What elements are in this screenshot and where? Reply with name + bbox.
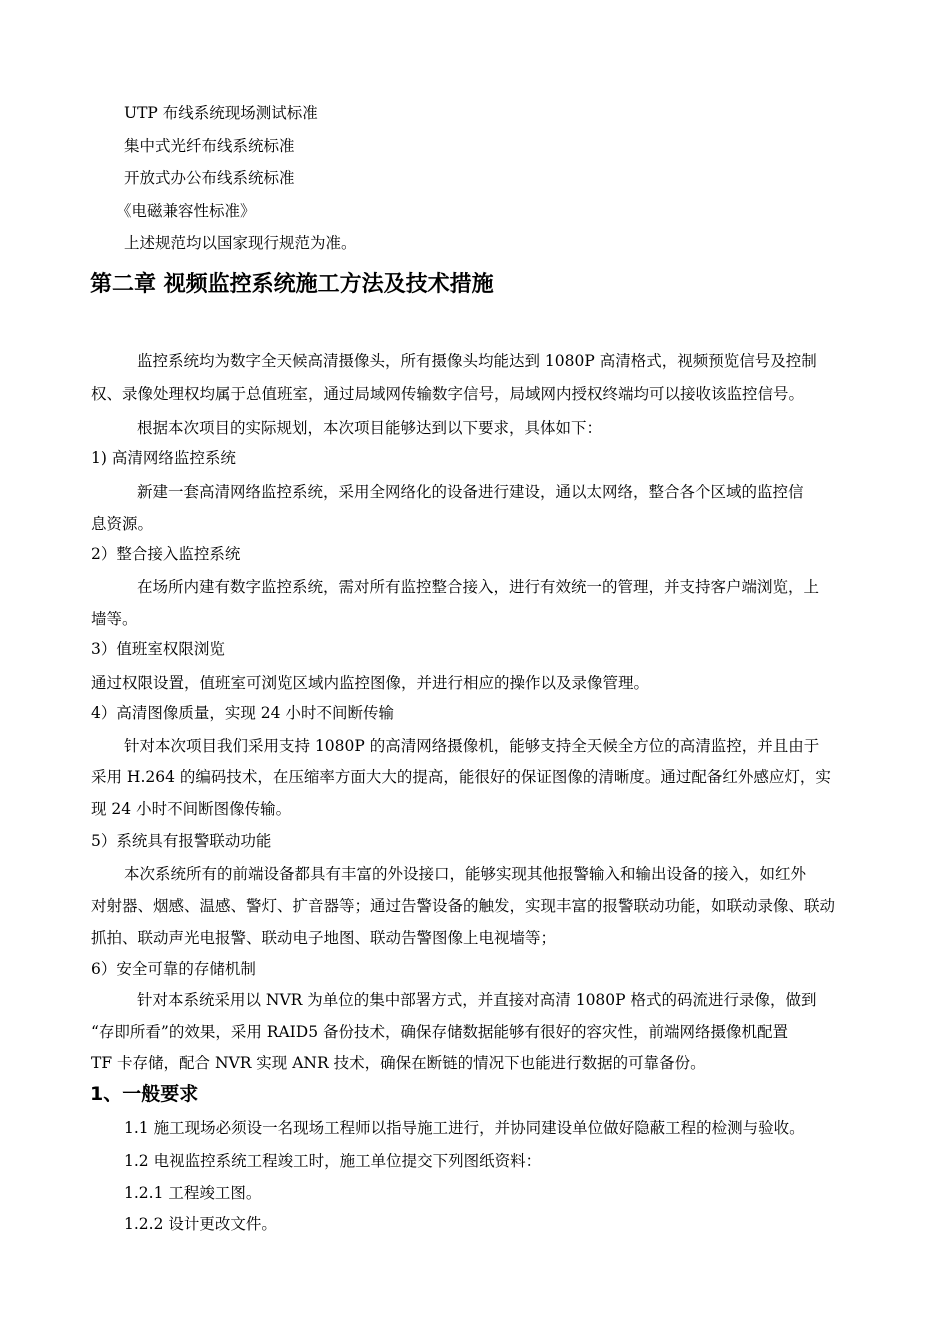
intro-paragraph-line: 监控系统均为数字全天候高清摄像头，所有摄像头均能达到 1080P 高清格式，视频预览信号及控制 bbox=[137, 352, 817, 370]
standard-item: 集中式光纤布线系统标准 bbox=[124, 137, 295, 155]
chapter-title: 第二章 视频监控系统施工方法及技术措施 bbox=[90, 272, 494, 297]
requirement-text: 在场所内建有数字监控系统，需对所有监控整合接入，进行有效统一的管理，并支持客户端浏览，上 bbox=[137, 578, 820, 596]
requirement-text: “存即所看”的效果，采用 RAID5 备份技术，确保存储数据能够有很好的容灾性，前端网络摄像机配置 bbox=[91, 1023, 788, 1041]
requirement-text: 采用 H.264 的编码技术，在压缩率方面大大的提高，能很好的保证图像的清晰度。通过配备红外感应灯，实 bbox=[91, 768, 831, 786]
requirement-title: 3）值班室权限浏览 bbox=[91, 640, 225, 658]
section-title: 1、一般要求 bbox=[90, 1083, 199, 1105]
intro-paragraph-line: 根据本次项目的实际规划，本次项目能够达到以下要求，具体如下： bbox=[137, 419, 603, 437]
requirement-title: 4）高清图像质量，实现 24 小时不间断传输 bbox=[91, 704, 394, 722]
section-item: 1.2 电视监控系统工程竣工时，施工单位提交下列图纸资料： bbox=[124, 1152, 542, 1170]
requirement-text: 墙等。 bbox=[91, 610, 138, 628]
requirement-text: 息资源。 bbox=[91, 515, 154, 533]
requirement-text: 针对本系统采用以 NVR 为单位的集中部署方式，并直接对高清 1080P 格式的码流进行录像，做到 bbox=[137, 991, 817, 1009]
requirement-text: 现 24 小时不间断图像传输。 bbox=[91, 800, 292, 818]
standard-item: UTP 布线系统现场测试标准 bbox=[124, 104, 318, 122]
requirement-text: 对射器、烟感、温感、警灯、扩音器等；通过告警设备的触发，实现丰富的报警联动功能，如联动录像、联动 bbox=[91, 897, 836, 915]
section-item: 1.2.1 工程竣工图。 bbox=[124, 1184, 262, 1202]
section-item: 1.2.2 设计更改文件。 bbox=[124, 1215, 277, 1233]
requirement-title: 5）系统具有报警联动功能 bbox=[91, 832, 272, 850]
intro-paragraph-line: 权、录像处理权均属于总值班室，通过局域网传输数字信号，局域网内授权终端均可以接收该监控信号。 bbox=[91, 385, 805, 403]
requirement-text: 抓拍、联动声光电报警、联动电子地图、联动告警图像上电视墙等； bbox=[91, 929, 557, 947]
section-item: 1.1 施工现场必须设一名现场工程师以指导施工进行，并协同建设单位做好隐蔽工程的检测与验收。 bbox=[124, 1119, 805, 1137]
requirement-title: 2）整合接入监控系统 bbox=[91, 545, 241, 563]
requirement-title: 1) 高清网络监控系统 bbox=[91, 449, 236, 467]
standard-item: 开放式办公布线系统标准 bbox=[124, 169, 295, 187]
requirement-title: 6）安全可靠的存储机制 bbox=[91, 960, 256, 978]
requirement-text: 通过权限设置，值班室可浏览区域内监控图像，并进行相应的操作以及录像管理。 bbox=[91, 674, 650, 692]
requirement-text: 针对本次项目我们采用支持 1080P 的高清网络摄像机，能够支持全天候全方位的高清监控，并且由于 bbox=[124, 737, 820, 755]
standard-item: 《电磁兼容性标准》 bbox=[116, 202, 256, 220]
requirement-text: 本次系统所有的前端设备都具有丰富的外设接口，能够实现其他报警输入和输出设备的接入，如红外 bbox=[124, 865, 807, 883]
requirement-text: 新建一套高清网络监控系统，采用全网络化的设备进行建设，通以太网络，整合各个区域的监控信 bbox=[137, 483, 804, 501]
standard-note: 上述规范均以国家现行规范为准。 bbox=[124, 234, 357, 252]
requirement-text: TF 卡存储，配合 NVR 实现 ANR 技术，确保在断链的情况下也能进行数据的可靠备份。 bbox=[91, 1054, 706, 1072]
